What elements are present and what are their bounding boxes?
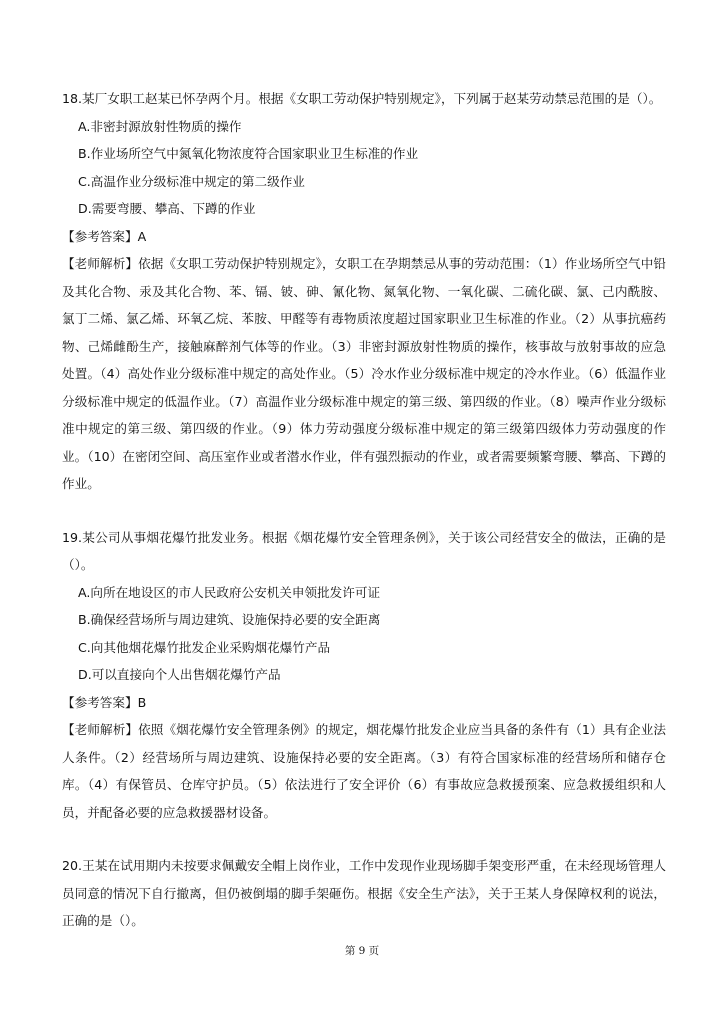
document-page xyxy=(62,85,666,935)
option-a: A.非密封源放射性物质的操作 xyxy=(78,118,242,134)
reference-answer: 【参考答案】B xyxy=(62,694,147,710)
reference-answer: 【参考答案】A xyxy=(62,228,147,244)
question-stem: 20.王某在试用期内未按要求佩戴安全帽上岗作业，工作中发现作业现场脚手架变形严重，在未经现场管理人员同意的情况下自行撤离，但仍被倒塌的脚手架砸伤。根据《安全生产法》，关于王某人身保障权利的说法，正确的是（）。 xyxy=(62,858,666,928)
question-18 xyxy=(62,85,666,498)
question-stem: 18.某厂女职工赵某已怀孕两个月。根据《女职工劳动保护特别规定》，下列属于赵某劳动禁忌范围的是（）。 xyxy=(62,91,662,106)
teacher-analysis: 【老师解析】依照《烟花爆竹安全管理条例》的规定，烟花爆竹批发企业应当具备的条件有（1）具有企业法人条件。（2）经营场所与周边建筑、设施保持必要的安全距离。（3）有符合国家标准的经营场所和储存仓库。（4）有保管员、仓库守护员。（5）依法进行了安全评价（6）有事故应急救援预案、应急救援组织和人员，并配备必要的应急救援器材设备。 xyxy=(62,722,666,820)
option-d: D.需要弯腰、攀高、下蹲的作业 xyxy=(78,201,256,216)
option-b: B.确保经营场所与周边建筑、设施保持必要的安全距离 xyxy=(78,612,381,627)
teacher-analysis: 【老师解析】依据《女职工劳动保护特别规定》，女职工在孕期禁忌从事的劳动范围：（1）作业场所空气中铅及其化合物、汞及其化合物、苯、镉、铍、砷、氰化物、氮氧化物、一氧化碳、二硫化碳、氯、己内酰胺、氯丁二烯、氯乙烯、环氧乙烷、苯胺、甲醛等有毒物质浓度超过国家职业卫生标准的作业。（2）从事抗癌药物、己烯雌酚生产，接触麻醉剂气体等的作业。（3）非密封源放射性物质的操作，核事故与放射事故的应急处置。（4）高处作业分级标准中规定的高处作业。（5）冷水作业分级标准中规定的冷水作业。（6）低温作业分级标准中规定的低温作业。（7）高温作业分级标准中规定的第三级、第四级的作业。（8）噪声作业分级标准中规定的第三级、第四级的作业。（9）体力劳动强度分级标准中规定的第三级第四级体力劳动强度的作业。（10）在密闭空间、高压室作业或者潜水作业，伴有强烈振动的作业，或者需要频繁弯腰、攀高、下蹲的作业。 xyxy=(62,256,666,491)
question-19 xyxy=(62,524,666,827)
option-c: C.高温作业分级标准中规定的第二级作业 xyxy=(78,173,305,189)
question-20 xyxy=(62,852,666,935)
spacer xyxy=(62,826,666,852)
option-d: D.可以直接向个人出售烟花爆竹产品 xyxy=(78,667,281,682)
option-c: C.向其他烟花爆竹批发企业采购烟花爆竹产品 xyxy=(78,639,331,655)
option-b: B.作业场所空气中氮氧化物浓度符合国家职业卫生标准的作业 xyxy=(78,146,419,161)
question-stem: 19.某公司从事烟花爆竹批发业务。根据《烟花爆竹安全管理条例》，关于该公司经营安全的做法，正确的是（）。 xyxy=(62,529,666,572)
page-number: 第 9 页 xyxy=(344,945,380,957)
spacer xyxy=(62,498,666,524)
option-a: A.向所在地设区的市人民政府公安机关申领批发许可证 xyxy=(78,584,381,600)
